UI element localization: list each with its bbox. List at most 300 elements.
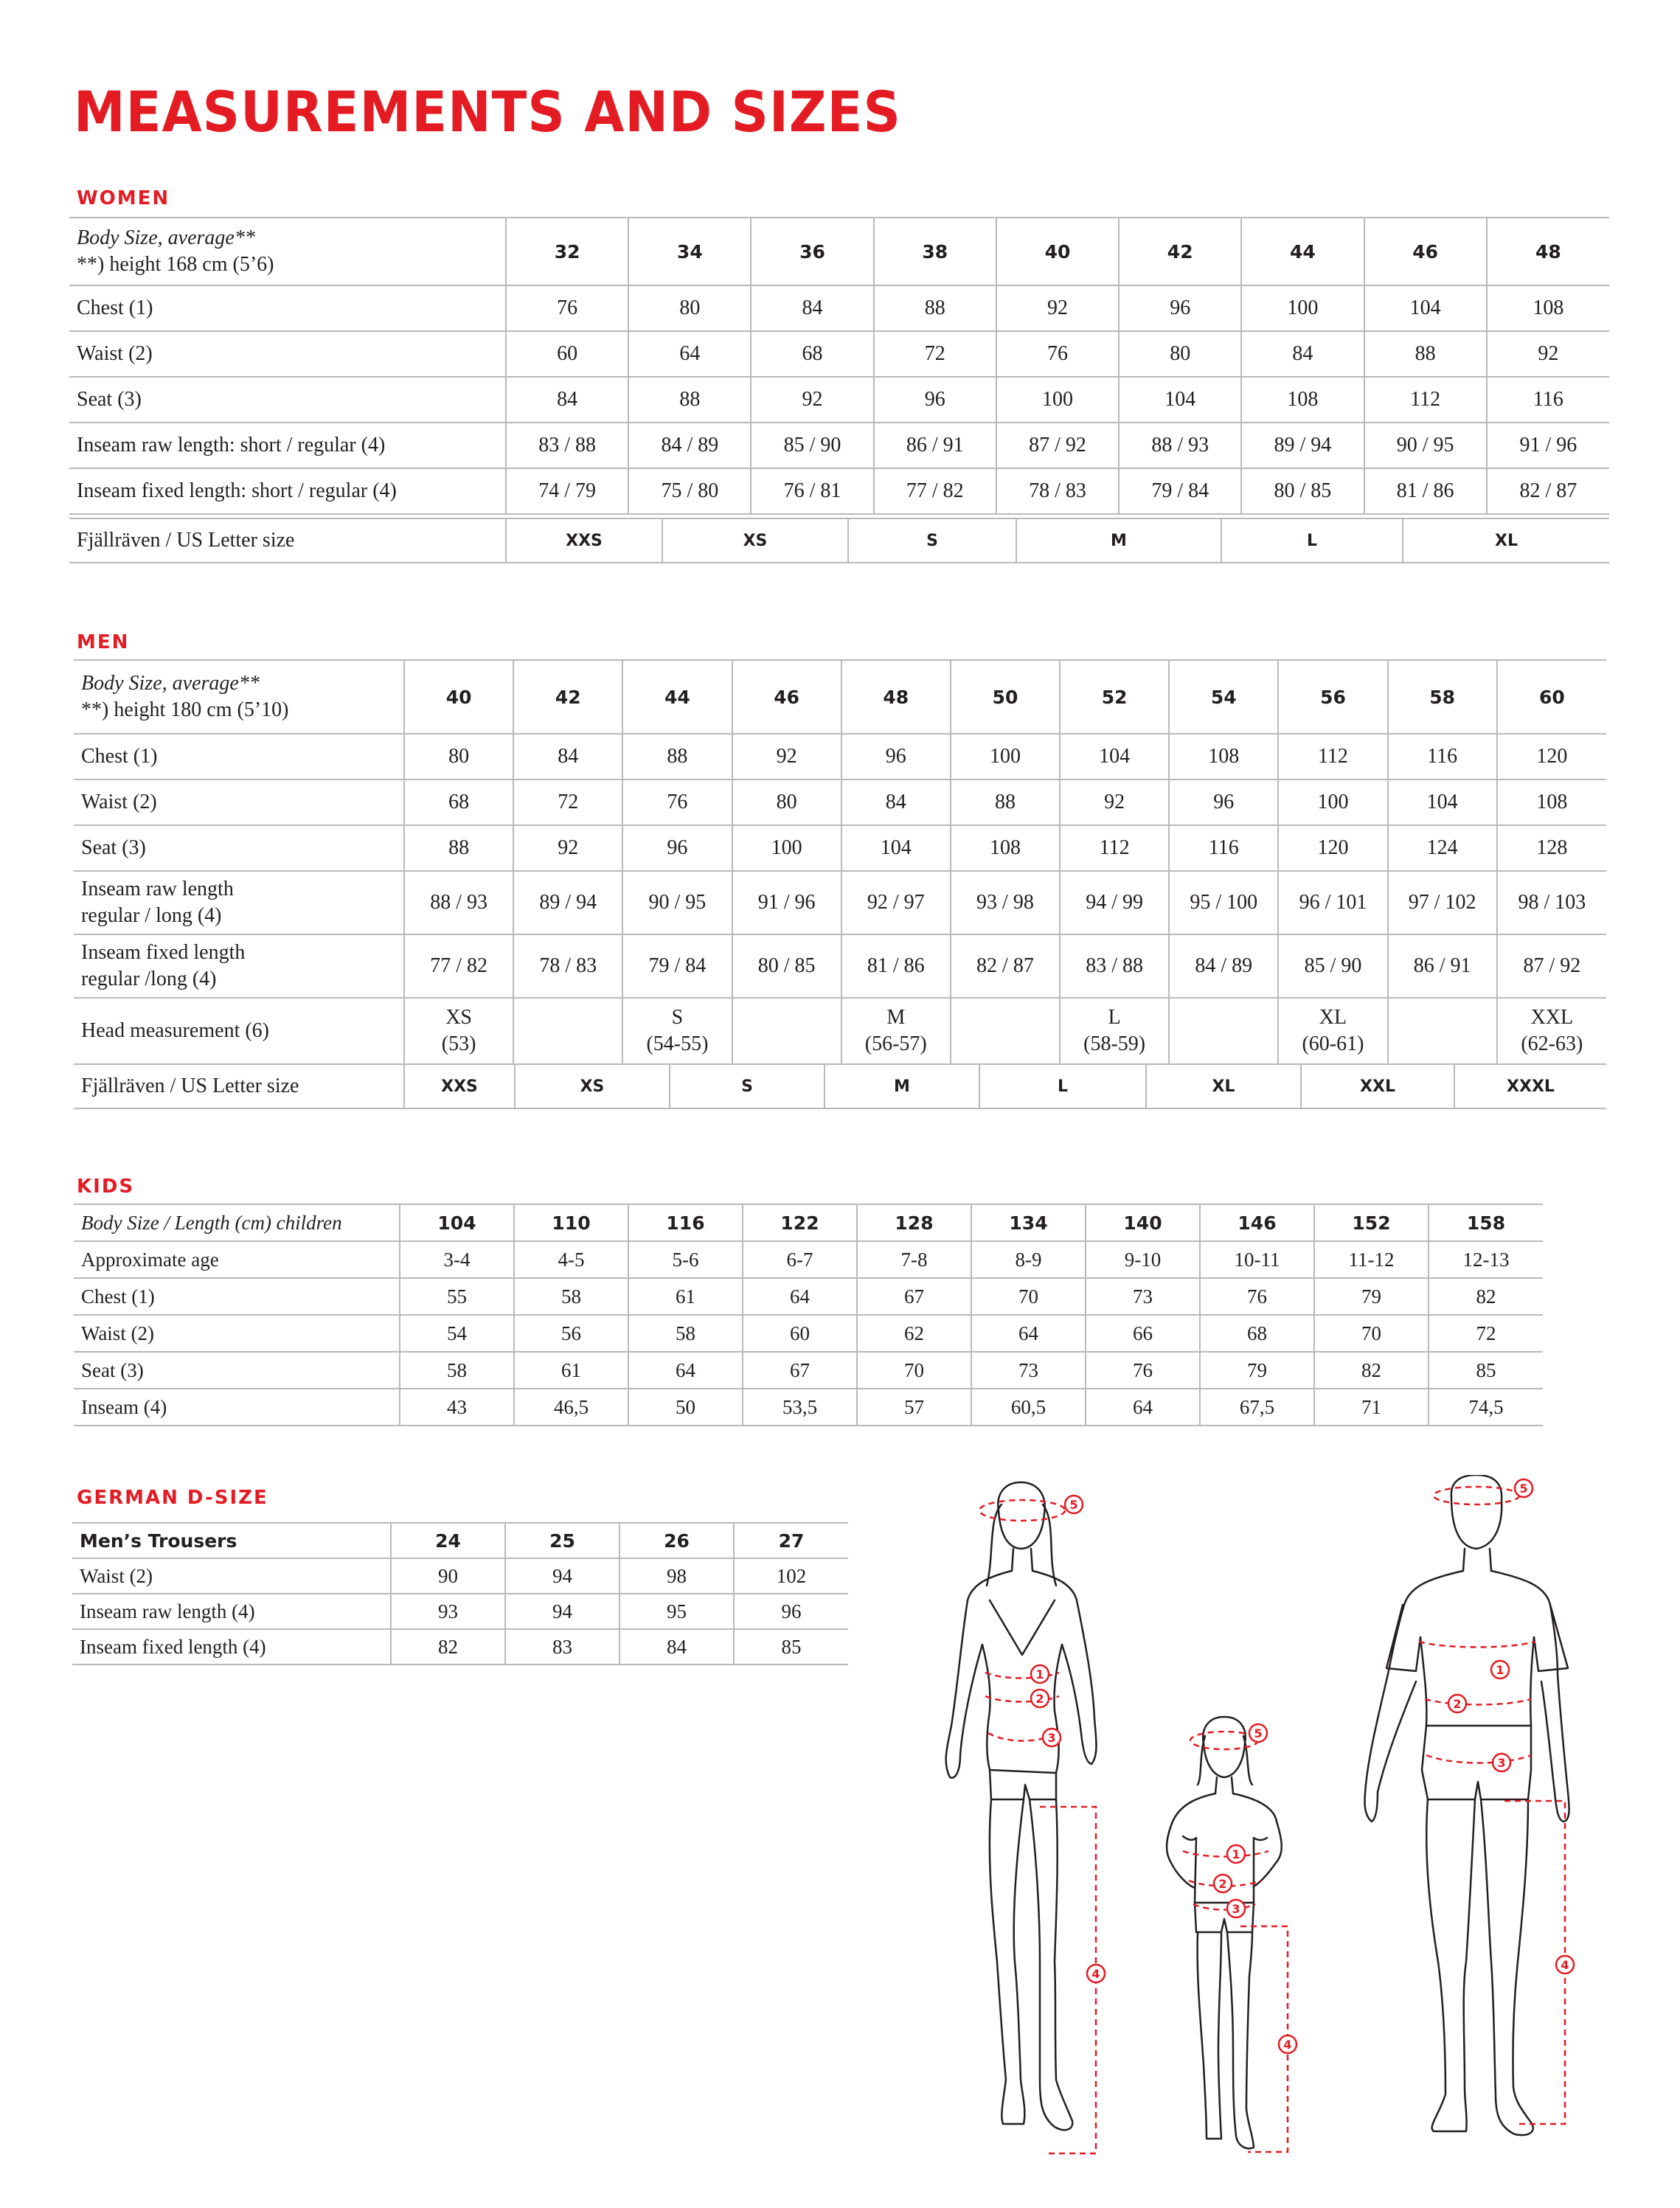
cell: 64 [628, 1352, 743, 1389]
german-size-table [72, 1522, 848, 1665]
head-cm: (54-55) [646, 1032, 709, 1055]
letter-size-cell: XXS [404, 1064, 515, 1108]
cell: 96 [622, 825, 732, 871]
letter-size-label: Fjällräven / US Letter size [74, 1064, 404, 1108]
cell: 61 [628, 1278, 743, 1315]
cell: 58 [514, 1278, 628, 1315]
cell: 96 [874, 377, 996, 423]
marker-3-icon [1043, 1729, 1061, 1746]
head-size: L [1108, 1006, 1121, 1029]
cell: 92 [513, 825, 622, 871]
cell: 8-9 [971, 1241, 1086, 1278]
cell: 76 [996, 331, 1119, 377]
page-title: MEASUREMENTS AND SIZES [74, 80, 901, 145]
cell: 80 / 85 [732, 934, 841, 998]
cell: 79 / 84 [622, 934, 732, 998]
body-measurement-illustration [929, 1475, 1622, 2168]
cell: 57 [857, 1389, 971, 1426]
cell: 84 / 89 [628, 423, 751, 468]
cell: 88 / 93 [1119, 423, 1241, 468]
head-cell [841, 998, 951, 1064]
letter-size-cell: XXS [506, 518, 662, 563]
cell: 88 [622, 734, 732, 780]
cell: 96 / 101 [1278, 871, 1387, 934]
svg-text:1: 1 [1496, 1663, 1504, 1677]
german-size-header: 24 [391, 1523, 505, 1558]
cell: 82 [1429, 1278, 1543, 1315]
row-label: Waist (2) [74, 780, 404, 825]
cell: 80 [628, 285, 751, 331]
row-label: Waist (2) [69, 331, 506, 377]
head-cell [622, 998, 732, 1064]
cell: 91 / 96 [1487, 423, 1609, 468]
cell: 102 [734, 1558, 848, 1594]
marker-2-icon [1214, 1875, 1232, 1892]
row-label: Waist (2) [72, 1558, 391, 1594]
cell: 128 [1497, 825, 1606, 871]
cell: 74,5 [1429, 1389, 1543, 1426]
men-size-header: 46 [732, 660, 841, 734]
cell: 76 [622, 780, 732, 825]
cell: 78 / 83 [513, 934, 622, 998]
men-seat-row [74, 825, 1606, 871]
cell: 7-8 [857, 1241, 971, 1278]
cell: 84 [1241, 331, 1364, 377]
child-figure [1167, 1717, 1297, 2152]
cell: 50 [628, 1389, 743, 1426]
men-size-header: 60 [1497, 660, 1606, 734]
kids-header-label: Body Size / Length (cm) children [74, 1204, 400, 1241]
cell: 85 / 90 [1278, 934, 1387, 998]
cell: 80 [732, 780, 841, 825]
cell: 80 [1119, 331, 1241, 377]
women-height-note: **) height 168 cm (5’6) [77, 253, 274, 276]
cell: 100 [996, 377, 1119, 423]
cell: 58 [628, 1315, 743, 1352]
cell: 81 / 86 [841, 934, 951, 998]
kids-size-header: 134 [971, 1204, 1086, 1241]
cell: 84 / 89 [1169, 934, 1278, 998]
svg-text:2: 2 [1218, 1877, 1227, 1891]
cell: 108 [1487, 285, 1609, 331]
kids-waist-row [74, 1315, 1543, 1352]
cell: 83 / 88 [1060, 934, 1169, 998]
cell: 81 / 86 [1364, 468, 1487, 514]
head-cm: (56-57) [864, 1032, 927, 1055]
cell: 84 [751, 285, 873, 331]
head-cm: (62-63) [1521, 1032, 1583, 1055]
cell: 88 [404, 825, 513, 871]
cell: 64 [971, 1315, 1086, 1352]
cell: 83 [505, 1629, 619, 1664]
kids-size-table [74, 1204, 1543, 1426]
cell: 90 [391, 1558, 505, 1594]
cell: 108 [1169, 734, 1278, 780]
kids-header-row [74, 1204, 1543, 1241]
cell: 70 [1314, 1315, 1429, 1352]
cell: 67,5 [1200, 1389, 1314, 1426]
row-label: Inseam raw length (4) [72, 1594, 391, 1629]
women-body-size-label: Body Size, average** [77, 226, 255, 249]
marker-5-icon [1249, 1724, 1267, 1742]
cell: 53,5 [743, 1389, 857, 1426]
men-head-row [74, 998, 1606, 1064]
cell: 116 [1487, 377, 1609, 423]
svg-text:4: 4 [1283, 2038, 1292, 2052]
cell: 88 [628, 377, 751, 423]
head-cell [404, 998, 513, 1064]
cell: 94 [505, 1594, 619, 1629]
marker-2-icon [1031, 1690, 1049, 1707]
svg-text:3: 3 [1232, 1902, 1240, 1916]
women-header-row [69, 218, 1609, 285]
cell: 90 / 95 [622, 871, 732, 934]
women-size-header: 44 [1241, 218, 1364, 285]
kids-size-header: 104 [400, 1204, 514, 1241]
women-chest-row [69, 285, 1609, 331]
cell: 96 [1119, 285, 1241, 331]
cell: 60 [506, 331, 628, 377]
cell: 62 [857, 1315, 971, 1352]
men-header-label [74, 660, 404, 734]
marker-5-icon [1065, 1496, 1083, 1513]
german-waist-row [72, 1558, 848, 1594]
cell: 96 [1169, 780, 1278, 825]
men-header-row [74, 660, 1606, 734]
cell: 82 [391, 1629, 505, 1664]
cell: 67 [857, 1278, 971, 1315]
marker-2-icon [1448, 1695, 1466, 1712]
cell: 64 [1086, 1389, 1200, 1426]
cell: 100 [1278, 780, 1387, 825]
cell: 76 [1086, 1352, 1200, 1389]
row-label-line: Inseam fixed length [81, 941, 246, 964]
svg-text:3: 3 [1047, 1731, 1056, 1745]
german-inseam-fixed-row [72, 1629, 848, 1664]
letter-size-cell: XXXL [1454, 1064, 1606, 1108]
svg-text:5: 5 [1519, 1482, 1528, 1496]
cell: 88 / 93 [404, 871, 513, 934]
letter-size-cell: XL [1403, 518, 1609, 563]
women-size-header: 38 [874, 218, 996, 285]
marker-1-icon [1031, 1665, 1049, 1683]
men-size-header: 44 [622, 660, 732, 734]
men-size-header: 58 [1388, 660, 1497, 734]
letter-size-cell: M [825, 1064, 979, 1108]
row-label-line: regular /long (4) [81, 968, 217, 990]
letter-size-cell: M [1016, 518, 1221, 563]
cell: 11-12 [1314, 1241, 1429, 1278]
cell: 60 [743, 1315, 857, 1352]
cell: 66 [1086, 1315, 1200, 1352]
cell: 6-7 [743, 1241, 857, 1278]
kids-section-title: KIDS [77, 1176, 135, 1198]
letter-size-cell: L [979, 1064, 1146, 1108]
cell: 56 [514, 1315, 628, 1352]
head-size: XS [445, 1006, 472, 1029]
man-figure [1364, 1475, 1574, 2135]
row-label [74, 871, 404, 934]
svg-text:1: 1 [1232, 1847, 1240, 1861]
kids-age-row [74, 1241, 1543, 1278]
head-cell-empty [1388, 998, 1497, 1064]
cell: 80 / 85 [1241, 468, 1364, 514]
cell: 61 [514, 1352, 628, 1389]
letter-size-cell: XS [662, 518, 848, 563]
head-cell [1497, 998, 1606, 1064]
cell: 93 / 98 [951, 871, 1060, 934]
cell: 76 [1200, 1278, 1314, 1315]
german-header-row [72, 1523, 848, 1558]
marker-1-icon [1227, 1845, 1245, 1863]
cell: 87 / 92 [996, 423, 1119, 468]
letter-size-cell: S [848, 518, 1016, 563]
cell: 104 [1119, 377, 1241, 423]
head-cell [1278, 998, 1387, 1064]
cell: 97 / 102 [1388, 871, 1497, 934]
cell: 104 [1388, 780, 1497, 825]
german-section-title: GERMAN D-SIZE [77, 1487, 268, 1509]
cell: 94 / 99 [1060, 871, 1169, 934]
cell: 88 [951, 780, 1060, 825]
marker-3-icon [1227, 1900, 1245, 1917]
cell: 85 [734, 1629, 848, 1664]
cell: 95 [619, 1594, 734, 1629]
kids-size-header: 116 [628, 1204, 743, 1241]
letter-size-cell: XL [1146, 1064, 1301, 1108]
cell: 70 [857, 1352, 971, 1389]
head-cm: (60-61) [1302, 1032, 1364, 1055]
men-section-title: MEN [77, 631, 130, 653]
row-label [74, 934, 404, 998]
cell: 100 [732, 825, 841, 871]
kids-size-header: 146 [1200, 1204, 1314, 1241]
men-size-header: 50 [951, 660, 1060, 734]
cell: 92 [996, 285, 1119, 331]
men-letter-size-row [74, 1063, 1606, 1109]
cell: 108 [951, 825, 1060, 871]
svg-text:1: 1 [1035, 1667, 1044, 1681]
cell: 100 [1241, 285, 1364, 331]
cell: 70 [971, 1278, 1086, 1315]
cell: 98 / 103 [1497, 871, 1606, 934]
cell: 71 [1314, 1389, 1429, 1426]
cell: 95 / 100 [1169, 871, 1278, 934]
kids-inseam-row [74, 1389, 1543, 1426]
women-section-title: WOMEN [77, 187, 170, 209]
kids-size-header: 122 [743, 1204, 857, 1241]
cell: 84 [513, 734, 622, 780]
women-size-header: 34 [628, 218, 751, 285]
row-label-line: Inseam raw length [81, 878, 234, 900]
men-inseam-raw-row [74, 871, 1606, 934]
row-label: Head measurement (6) [74, 998, 404, 1064]
cell: 72 [513, 780, 622, 825]
marker-4-icon [1087, 1965, 1105, 1982]
kids-size-header: 158 [1429, 1204, 1543, 1241]
kids-size-header: 140 [1086, 1204, 1200, 1241]
cell: 84 [619, 1629, 734, 1664]
head-size: XXL [1530, 1006, 1574, 1029]
cell: 10-11 [1200, 1241, 1314, 1278]
letter-size-cell: XS [515, 1064, 670, 1108]
cell: 90 / 95 [1364, 423, 1487, 468]
row-label: Seat (3) [74, 825, 404, 871]
women-inseam-fixed-row [69, 468, 1609, 514]
cell: 91 / 96 [732, 871, 841, 934]
marker-3-icon [1493, 1754, 1510, 1771]
cell: 120 [1278, 825, 1387, 871]
svg-text:4: 4 [1561, 1958, 1569, 1972]
cell: 60,5 [971, 1389, 1086, 1426]
row-label: Inseam fixed length (4) [72, 1629, 391, 1664]
row-label: Inseam (4) [74, 1389, 400, 1426]
letter-size-cell: XXL [1301, 1064, 1454, 1108]
svg-text:2: 2 [1035, 1692, 1044, 1706]
cell: 58 [400, 1352, 514, 1389]
head-size: M [886, 1006, 906, 1029]
letter-size-cell: L [1221, 518, 1403, 563]
cell: 43 [400, 1389, 514, 1426]
svg-text:4: 4 [1091, 1967, 1100, 1981]
cell: 73 [1086, 1278, 1200, 1315]
women-seat-row [69, 377, 1609, 423]
women-size-header: 32 [506, 218, 628, 285]
row-label: Seat (3) [74, 1352, 400, 1389]
head-cm: (58-59) [1083, 1032, 1146, 1055]
women-letter-size-row [69, 518, 1609, 563]
men-size-header: 48 [841, 660, 951, 734]
head-cell [1060, 998, 1169, 1064]
row-label: Seat (3) [69, 377, 506, 423]
woman-figure [946, 1482, 1105, 2153]
cell: 79 [1314, 1278, 1429, 1315]
letter-size-label: Fjällräven / US Letter size [69, 518, 506, 563]
cell: 112 [1278, 734, 1387, 780]
men-size-header: 54 [1169, 660, 1278, 734]
cell: 112 [1364, 377, 1487, 423]
kids-size-header: 152 [1314, 1204, 1429, 1241]
cell: 68 [751, 331, 873, 377]
cell: 88 [874, 285, 996, 331]
cell: 80 [404, 734, 513, 780]
marker-4-icon [1556, 1956, 1574, 1973]
men-size-table [74, 659, 1606, 1065]
cell: 3-4 [400, 1241, 514, 1278]
cell: 64 [743, 1278, 857, 1315]
cell: 92 [1060, 780, 1169, 825]
cell: 54 [400, 1315, 514, 1352]
cell: 72 [874, 331, 996, 377]
cell: 89 / 94 [513, 871, 622, 934]
women-size-table [69, 217, 1609, 515]
cell: 72 [1429, 1315, 1543, 1352]
row-label-line: regular / long (4) [81, 904, 222, 927]
cell: 108 [1241, 377, 1364, 423]
marker-5-icon [1515, 1479, 1533, 1497]
cell: 120 [1497, 734, 1606, 780]
cell: 82 / 87 [951, 934, 1060, 998]
german-size-header: 25 [505, 1523, 619, 1558]
cell: 88 [1364, 331, 1487, 377]
women-waist-row [69, 331, 1609, 377]
cell: 96 [734, 1594, 848, 1629]
cell: 85 / 90 [751, 423, 873, 468]
head-cell-empty [1169, 998, 1278, 1064]
men-inseam-fixed-row [74, 934, 1606, 998]
cell: 74 / 79 [506, 468, 628, 514]
letter-size-cell: S [670, 1064, 825, 1108]
head-size: XL [1319, 1006, 1347, 1029]
cell: 87 / 92 [1497, 934, 1606, 998]
row-label: Chest (1) [74, 1278, 400, 1315]
cell: 76 [506, 285, 628, 331]
cell: 116 [1388, 734, 1497, 780]
head-cm: (53) [441, 1032, 476, 1055]
cell: 78 / 83 [996, 468, 1119, 514]
svg-text:5: 5 [1254, 1726, 1263, 1740]
german-size-header: 27 [734, 1523, 848, 1558]
men-body-size-label: Body Size, average** [81, 672, 260, 695]
german-inseam-raw-row [72, 1594, 848, 1629]
head-cell-empty [732, 998, 841, 1064]
marker-4-icon [1279, 2035, 1297, 2053]
cell: 84 [506, 377, 628, 423]
head-cell-empty [951, 998, 1060, 1064]
cell: 64 [628, 331, 751, 377]
cell: 82 / 87 [1487, 468, 1609, 514]
men-size-header: 40 [404, 660, 513, 734]
cell: 94 [505, 1558, 619, 1594]
german-header-label: Men’s Trousers [72, 1523, 391, 1558]
cell: 96 [841, 734, 951, 780]
cell: 116 [1169, 825, 1278, 871]
men-waist-row [74, 780, 1606, 825]
row-label: Chest (1) [69, 285, 506, 331]
cell: 79 [1200, 1352, 1314, 1389]
cell: 104 [841, 825, 951, 871]
cell: 84 [841, 780, 951, 825]
men-chest-row [74, 734, 1606, 780]
cell: 77 / 82 [874, 468, 996, 514]
svg-text:2: 2 [1453, 1697, 1462, 1711]
kids-seat-row [74, 1352, 1543, 1389]
cell: 75 / 80 [628, 468, 751, 514]
men-size-header: 42 [513, 660, 622, 734]
women-size-header: 40 [996, 218, 1119, 285]
row-label: Chest (1) [74, 734, 404, 780]
kids-size-header: 128 [857, 1204, 971, 1241]
cell: 55 [400, 1278, 514, 1315]
cell: 93 [391, 1594, 505, 1629]
cell: 82 [1314, 1352, 1429, 1389]
head-cell-empty [513, 998, 622, 1064]
cell: 79 / 84 [1119, 468, 1241, 514]
kids-size-header: 110 [514, 1204, 628, 1241]
row-label: Approximate age [74, 1241, 400, 1278]
women-header-label [69, 218, 506, 285]
cell: 12-13 [1429, 1241, 1543, 1278]
svg-text:3: 3 [1497, 1756, 1506, 1770]
women-inseam-raw-row [69, 423, 1609, 468]
cell: 9-10 [1086, 1241, 1200, 1278]
cell: 92 / 97 [841, 871, 951, 934]
cell: 67 [743, 1352, 857, 1389]
men-height-note: **) height 180 cm (5’10) [81, 698, 289, 721]
cell: 89 / 94 [1241, 423, 1364, 468]
cell: 104 [1060, 734, 1169, 780]
row-label: Waist (2) [74, 1315, 400, 1352]
